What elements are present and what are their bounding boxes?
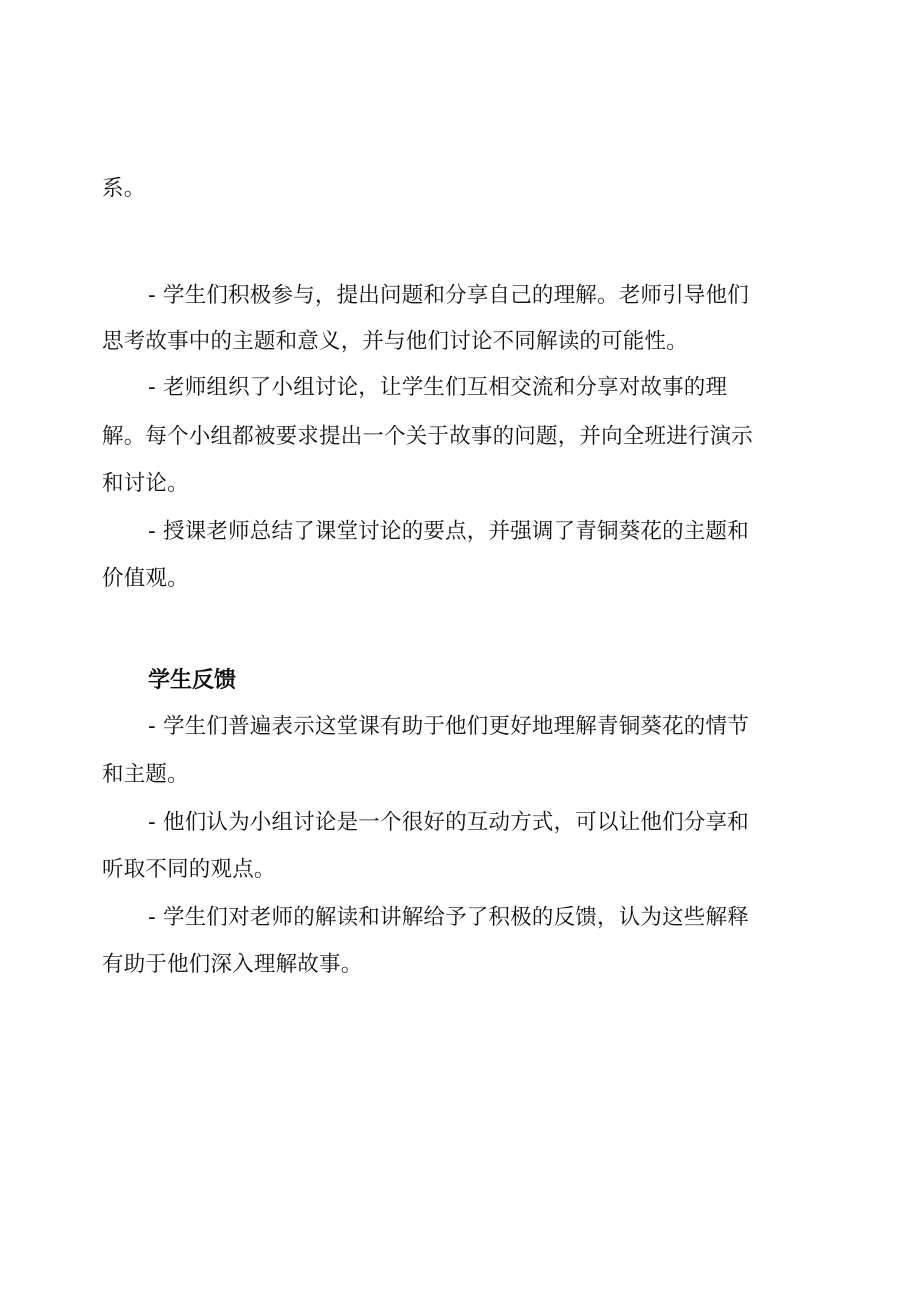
feedback-item-1-line-1: - 学生们普遍表示这堂课有助于他们更好地理解青铜葵花的情节 bbox=[148, 714, 749, 739]
feedback-item-2-line-2: 听取不同的观点。 bbox=[102, 857, 276, 882]
discussion-item-2-line-3: 和讨论。 bbox=[102, 471, 189, 496]
discussion-item-1-line-2: 思考故事中的主题和意义，并与他们讨论不同解读的可能性。 bbox=[102, 329, 688, 354]
feedback-item-2-line-1: - 他们认为小组讨论是一个很好的互动方式，可以让他们分享和 bbox=[148, 810, 749, 835]
intro-tail-text: 系。 bbox=[102, 176, 146, 201]
discussion-item-2-line-2: 解。每个小组都被要求提出一个关于故事的问题，并向全班进行演示 bbox=[102, 424, 754, 449]
feedback-item-3-line-2: 有助于他们深入理解故事。 bbox=[102, 952, 363, 977]
discussion-item-3-line-2: 价值观。 bbox=[102, 566, 189, 591]
section-heading: 学生反馈 bbox=[148, 668, 237, 693]
feedback-item-1-line-2: 和主题。 bbox=[102, 762, 189, 787]
discussion-item-1-line-1: - 学生们积极参与，提出问题和分享自己的理解。老师引导他们 bbox=[148, 283, 749, 308]
feedback-item-3-line-1: - 学生们对老师的解读和讲解给予了积极的反馈，认为这些解释 bbox=[148, 905, 749, 930]
discussion-item-2-line-1: - 老师组织了小组讨论，让学生们互相交流和分享对故事的理 bbox=[148, 375, 728, 400]
discussion-item-3-line-1: - 授课老师总结了课堂讨论的要点，并强调了青铜葵花的主题和 bbox=[148, 519, 749, 544]
